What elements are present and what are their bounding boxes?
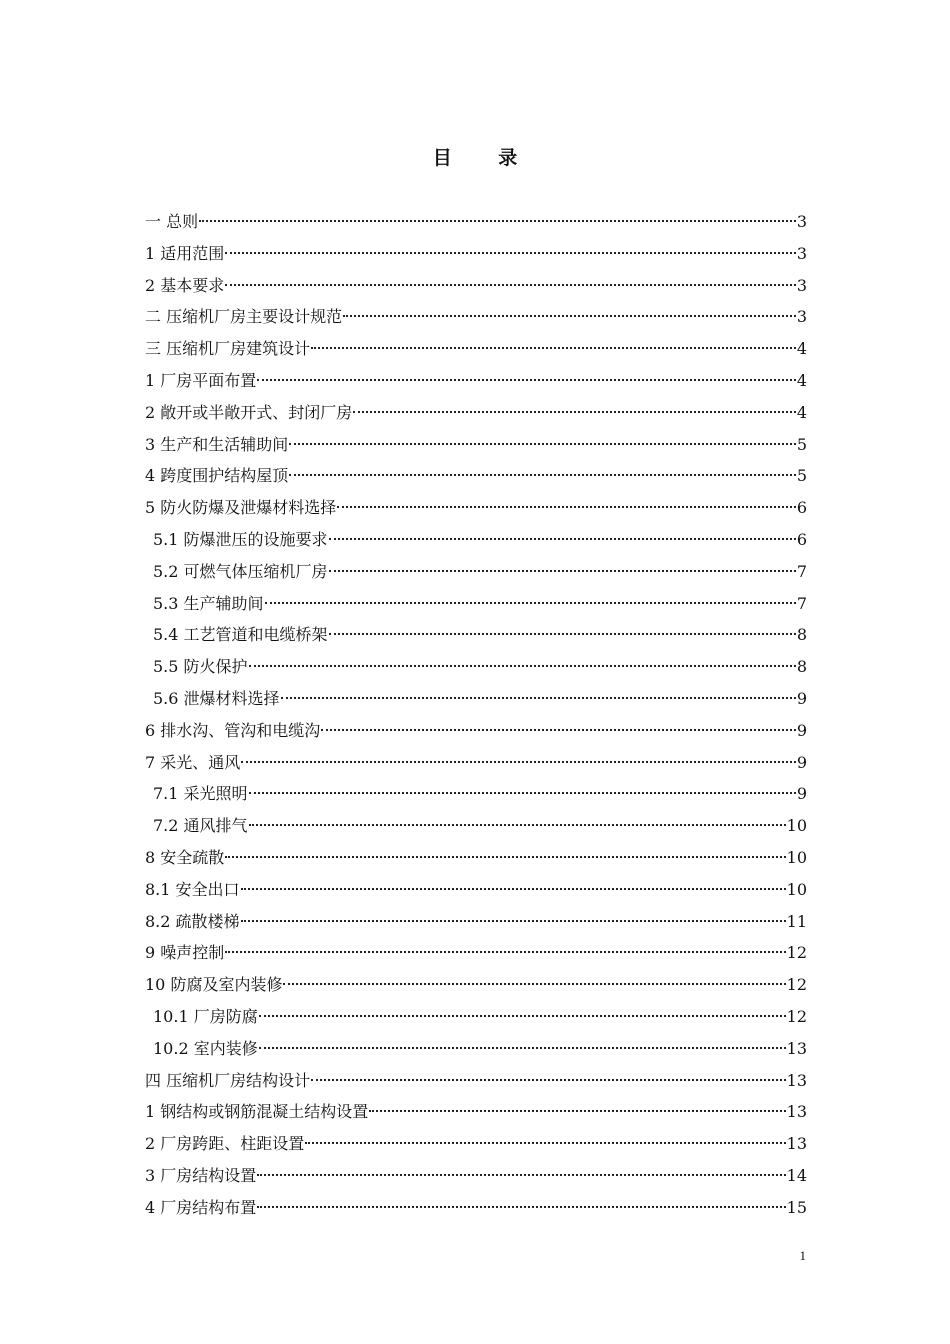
toc-leader-dots: [283, 983, 785, 985]
toc-entry[interactable]: [145, 397, 807, 429]
toc-leader-dots: [281, 697, 796, 699]
toc-entry-text: 5.1 防爆泄压的设施要求: [153, 529, 328, 549]
toc-leader-dots: [241, 761, 796, 763]
toc-entry[interactable]: [145, 556, 807, 588]
toc-leader-dots: [289, 474, 796, 476]
toc-entry-text: 10.2 室内装修: [153, 1038, 258, 1058]
toc-entry-text: 2 基本要求: [145, 275, 225, 295]
toc-entry-page: 15: [786, 1197, 807, 1217]
toc-leader-dots: [369, 1110, 785, 1112]
toc-entry[interactable]: [145, 206, 807, 238]
toc-leader-dots: [353, 411, 796, 413]
toc-entry-text: 4 厂房结构布置: [145, 1197, 257, 1217]
toc-entry-text: 4 跨度围护结构屋顶: [145, 466, 289, 486]
toc-leader-dots: [249, 824, 786, 826]
toc-leader-dots: [225, 856, 785, 858]
toc-entry[interactable]: [145, 683, 807, 715]
toc-entry[interactable]: [145, 429, 807, 461]
toc-entry-page: 10: [786, 847, 807, 867]
page-number: 1: [799, 1248, 806, 1263]
toc-leader-dots: [289, 443, 796, 445]
toc-entry-page: 6: [796, 498, 807, 518]
toc-leader-dots: [241, 920, 786, 922]
toc-leader-dots: [257, 1174, 785, 1176]
toc-entry-text: 9 噪声控制: [145, 943, 225, 963]
toc-entry[interactable]: [145, 1192, 807, 1224]
toc-entry[interactable]: [145, 715, 807, 747]
toc-entry[interactable]: [145, 619, 807, 651]
toc-entry-text: 2 敞开或半敞开式、封闭厂房: [145, 402, 353, 422]
toc-leader-dots: [321, 729, 796, 731]
toc-leader-dots: [265, 602, 796, 604]
toc-leader-dots: [311, 347, 796, 349]
toc-entry[interactable]: [145, 524, 807, 556]
toc-entry-page: 6: [796, 529, 807, 549]
toc-leader-dots: [199, 220, 796, 222]
toc-entry-page: 10: [786, 816, 807, 836]
toc-entry-page: 5: [796, 466, 807, 486]
toc-entry[interactable]: [145, 747, 807, 779]
toc-entry-page: 11: [786, 911, 807, 931]
toc-entry-text: 3 生产和生活辅助间: [145, 434, 289, 454]
toc-entry[interactable]: [145, 1065, 807, 1097]
toc-entry[interactable]: [145, 1096, 807, 1128]
toc-entry-text: 三 压缩机厂房建筑设计: [145, 339, 311, 359]
toc-entry-page: 8: [796, 625, 807, 645]
table-of-contents: [145, 206, 807, 1224]
toc-entry[interactable]: [145, 460, 807, 492]
toc-entry-text: 1 钢结构或钢筋混凝土结构设置: [145, 1102, 369, 1122]
toc-entry[interactable]: [145, 842, 807, 874]
toc-leader-dots: [259, 1015, 786, 1017]
toc-entry-page: 12: [786, 975, 807, 995]
toc-entry-page: 3: [796, 307, 807, 327]
toc-entry[interactable]: [145, 969, 807, 1001]
toc-entry-page: 7: [796, 561, 807, 581]
toc-leader-dots: [225, 284, 796, 286]
toc-entry-text: 3 厂房结构设置: [145, 1165, 257, 1185]
toc-entry-page: 13: [786, 1070, 807, 1090]
toc-entry-text: 6 排水沟、管沟和电缆沟: [145, 720, 321, 740]
toc-entry-page: 10: [786, 879, 807, 899]
toc-entry-page: 9: [796, 688, 807, 708]
toc-entry-page: 9: [796, 752, 807, 772]
toc-leader-dots: [241, 888, 786, 890]
toc-leader-dots: [259, 1047, 786, 1049]
toc-leader-dots: [225, 951, 785, 953]
toc-entry[interactable]: [145, 651, 807, 683]
toc-entry-page: 5: [796, 434, 807, 454]
toc-entry-text: 2 厂房跨距、柱距设置: [145, 1134, 305, 1154]
toc-leader-dots: [257, 1206, 785, 1208]
toc-leader-dots: [305, 1142, 785, 1144]
toc-leader-dots: [311, 1079, 786, 1081]
toc-title: 目 录: [432, 147, 538, 169]
toc-entry-page: 13: [786, 1038, 807, 1058]
toc-leader-dots: [257, 379, 796, 381]
toc-entry-text: 8.2 疏散楼梯: [145, 911, 240, 931]
toc-leader-dots: [343, 315, 796, 317]
toc-entry-text: 5.3 生产辅助间: [153, 593, 264, 613]
toc-entry-page: 3: [796, 275, 807, 295]
toc-entry-page: 12: [786, 1006, 807, 1026]
toc-entry-page: 3: [796, 243, 807, 263]
toc-entry-text: 一 总则: [145, 212, 199, 231]
toc-leader-dots: [225, 252, 796, 254]
toc-entry-text: 7.1 采光照明: [153, 784, 248, 804]
toc-entry[interactable]: [145, 492, 807, 524]
toc-leader-dots: [329, 633, 796, 635]
toc-leader-dots: [329, 538, 796, 540]
toc-entry-page: 9: [796, 784, 807, 804]
toc-entry-page: 14: [786, 1165, 807, 1185]
toc-entry-text: 10.1 厂房防腐: [153, 1006, 258, 1026]
toc-leader-dots: [249, 792, 796, 794]
toc-entry[interactable]: [145, 270, 807, 302]
toc-entry[interactable]: [145, 365, 807, 397]
toc-entry-page: 4: [796, 402, 807, 422]
toc-entry-text: 1 厂房平面布置: [145, 370, 257, 390]
toc-entry[interactable]: [145, 238, 807, 270]
toc-entry[interactable]: [145, 778, 807, 810]
toc-entry-text: 8.1 安全出口: [145, 879, 240, 899]
toc-entry-page: 13: [786, 1102, 807, 1122]
toc-entry-page: 9: [796, 720, 807, 740]
toc-entry[interactable]: [145, 937, 807, 969]
toc-entry-text: 1 适用范围: [145, 243, 225, 263]
toc-entry-text: 二 压缩机厂房主要设计规范: [145, 307, 343, 327]
toc-entry[interactable]: [145, 333, 807, 365]
toc-entry-page: 13: [786, 1134, 807, 1154]
toc-entry[interactable]: [145, 874, 807, 906]
toc-entry-text: 10 防腐及室内装修: [145, 975, 283, 995]
toc-entry-text: 四 压缩机厂房结构设计: [145, 1070, 311, 1090]
toc-entry-page: 12: [786, 943, 807, 963]
toc-entry-text: 5 防火防爆及泄爆材料选择: [145, 498, 337, 518]
toc-entry[interactable]: [145, 588, 807, 620]
toc-entry-text: 7 采光、通风: [145, 752, 241, 772]
toc-entry[interactable]: [145, 906, 807, 938]
toc-entry-page: 3: [796, 212, 807, 231]
toc-entry-text: 5.2 可燃气体压缩机厂房: [153, 561, 328, 581]
toc-entry-text: 5.5 防火保护: [153, 657, 248, 677]
toc-entry-page: 4: [796, 370, 807, 390]
toc-entry[interactable]: [145, 1160, 807, 1192]
toc-entry-text: 5.6 泄爆材料选择: [153, 688, 280, 708]
toc-entry-text: 8 安全疏散: [145, 847, 225, 867]
toc-entry[interactable]: [145, 1033, 807, 1065]
toc-entry[interactable]: [145, 1128, 807, 1160]
toc-leader-dots: [337, 506, 796, 508]
toc-leader-dots: [249, 665, 796, 667]
toc-entry-text: 5.4 工艺管道和电缆桥架: [153, 625, 328, 645]
toc-entry[interactable]: [145, 301, 807, 333]
toc-entry[interactable]: [145, 1001, 807, 1033]
toc-entry-page: 7: [796, 593, 807, 613]
toc-entry[interactable]: [145, 810, 807, 842]
toc-leader-dots: [329, 570, 796, 572]
toc-entry-text: 7.2 通风排气: [153, 816, 248, 836]
toc-entry-page: 4: [796, 339, 807, 359]
toc-entry-page: 8: [796, 657, 807, 677]
